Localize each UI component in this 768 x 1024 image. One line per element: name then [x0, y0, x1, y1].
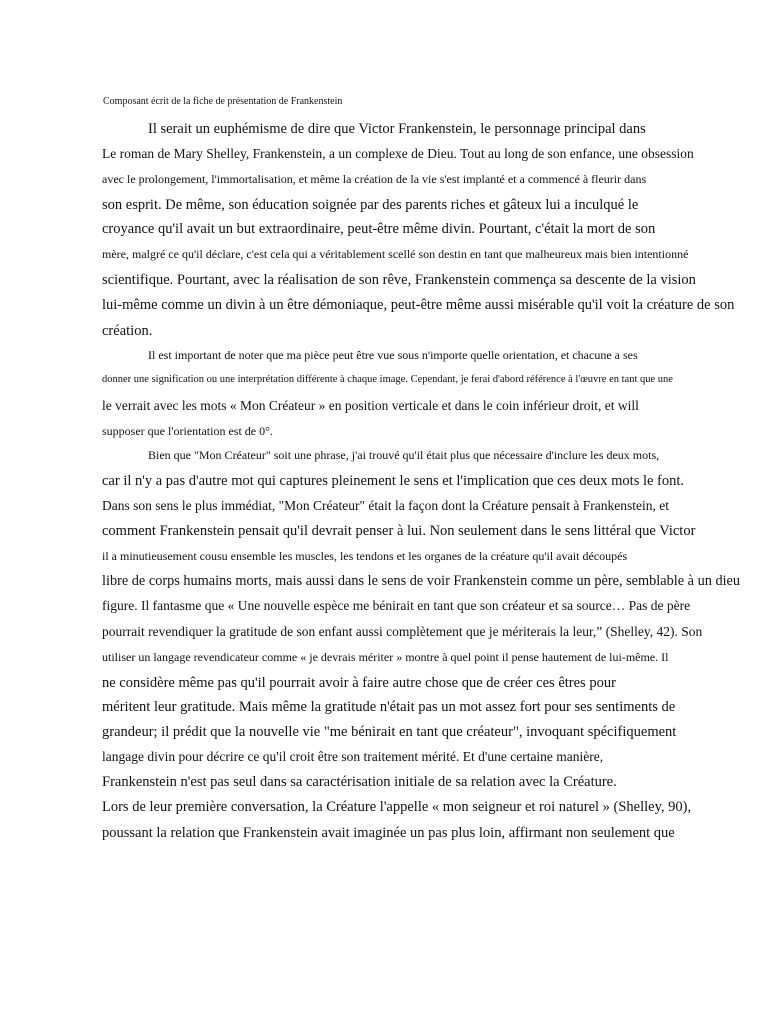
text-line: Dans son sens le plus immédiat, "Mon Créateur" était la façon dont la Créature pensait à Frankenstein, et [102, 498, 669, 513]
text-line: lui-même comme un divin à un être démoniaque, peut-être même aussi misérable qu'il voit la créature de son [102, 297, 735, 313]
text-line: grandeur; il prédit que la nouvelle vie "me bénirait en tant que créateur", invoquant spécifiquement [102, 724, 677, 740]
text-line: libre de corps humains morts, mais aussi dans le sens de voir Frankenstein comme un père, semblable à un dieu [102, 573, 741, 589]
text-line: avec le prolongement, l'immortalisation, et même la création de la vie s'est implanté et a commencé à fleurir dans [102, 172, 647, 186]
text-line: Il serait un euphémisme de dire que Victor Frankenstein, le personnage principal dans [148, 121, 646, 137]
text-line: poussant la relation que Frankenstein avait imaginée un pas plus loin, affirmant non seulement que [102, 825, 675, 841]
text-line: Il est important de noter que ma pièce peut être vue sous n'importe quelle orientation, et chacune a ses [148, 348, 638, 362]
text-line: Lors de leur première conversation, la Créature l'appelle « mon seigneur et roi naturel » (Shelley, 90), [102, 799, 692, 815]
text-line: méritent leur gratitude. Mais même la gratitude n'était pas un mot assez fort pour ses sentiments de [102, 699, 676, 715]
text-line: Frankenstein n'est pas seul dans sa caractérisation initiale de sa relation avec la Créature. [102, 774, 617, 790]
text-line: pourrait revendiquer la gratitude de son enfant aussi complètement que je mériterais la leur,” (Shelley, 42). Son [102, 624, 703, 639]
text-line: utiliser un langage revendicateur comme « je devrais mériter » montre à quel point il pense hautement de lui-même. Il [102, 650, 669, 664]
text-line: supposer que l'orientation est de 0°. [102, 424, 273, 438]
document-heading: Composant écrit de la fiche de présentation de Frankenstein [103, 96, 343, 107]
text-line: mère, malgré ce qu'il déclare, c'est cela qui a véritablement scellé son destin en tant que malheureux mais bien intentionné [102, 247, 689, 261]
text-line: langage divin pour décrire ce qu'il croit être son traitement mérité. Et d'une certaine manière, [102, 749, 604, 764]
text-line: il a minutieusement cousu ensemble les muscles, les tendons et les organes de la créature qu'il avait découpés [102, 549, 628, 563]
text-line: car il n'y a pas d'autre mot qui captures pleinement le sens et l'implication que ces deux mots le font. [102, 473, 685, 489]
text-line: Le roman de Mary Shelley, Frankenstein, a un complexe de Dieu. Tout au long de son enfance, une obsession [102, 146, 694, 161]
text-line: scientifique. Pourtant, avec la réalisation de son rêve, Frankenstein commença sa descente de la vision [102, 272, 696, 288]
text-line: donner une signification ou une interprétation différente à chaque image. Cependant, je ferai d'abord référence à l'œuvre en tant que une [102, 374, 673, 385]
text-line: comment Frankenstein pensait qu'il devrait penser à lui. Non seulement dans le sens littéral que Victor [102, 523, 696, 539]
text-line: le verrait avec les mots « Mon Créateur » en position verticale et dans le coin inférieur droit, et will [102, 398, 639, 413]
text-line: Bien que "Mon Créateur" soit une phrase, j'ai trouvé qu'il était plus que nécessaire d'inclure les deux mots, [148, 448, 660, 462]
text-line: ne considère même pas qu'il pourrait avoir à faire autre chose que de créer ces êtres pour [102, 675, 616, 691]
text-line: croyance qu'il avait un but extraordinaire, peut-être même divin. Pourtant, c'était la mort de son [102, 221, 656, 237]
text-line: création. [102, 323, 153, 339]
text-line: figure. Il fantasme que « Une nouvelle espèce me bénirait en tant que son créateur et sa source… Pas de père [102, 598, 691, 613]
text-line: son esprit. De même, son éducation soignée par des parents riches et gâteux lui a inculqué le [102, 197, 639, 213]
